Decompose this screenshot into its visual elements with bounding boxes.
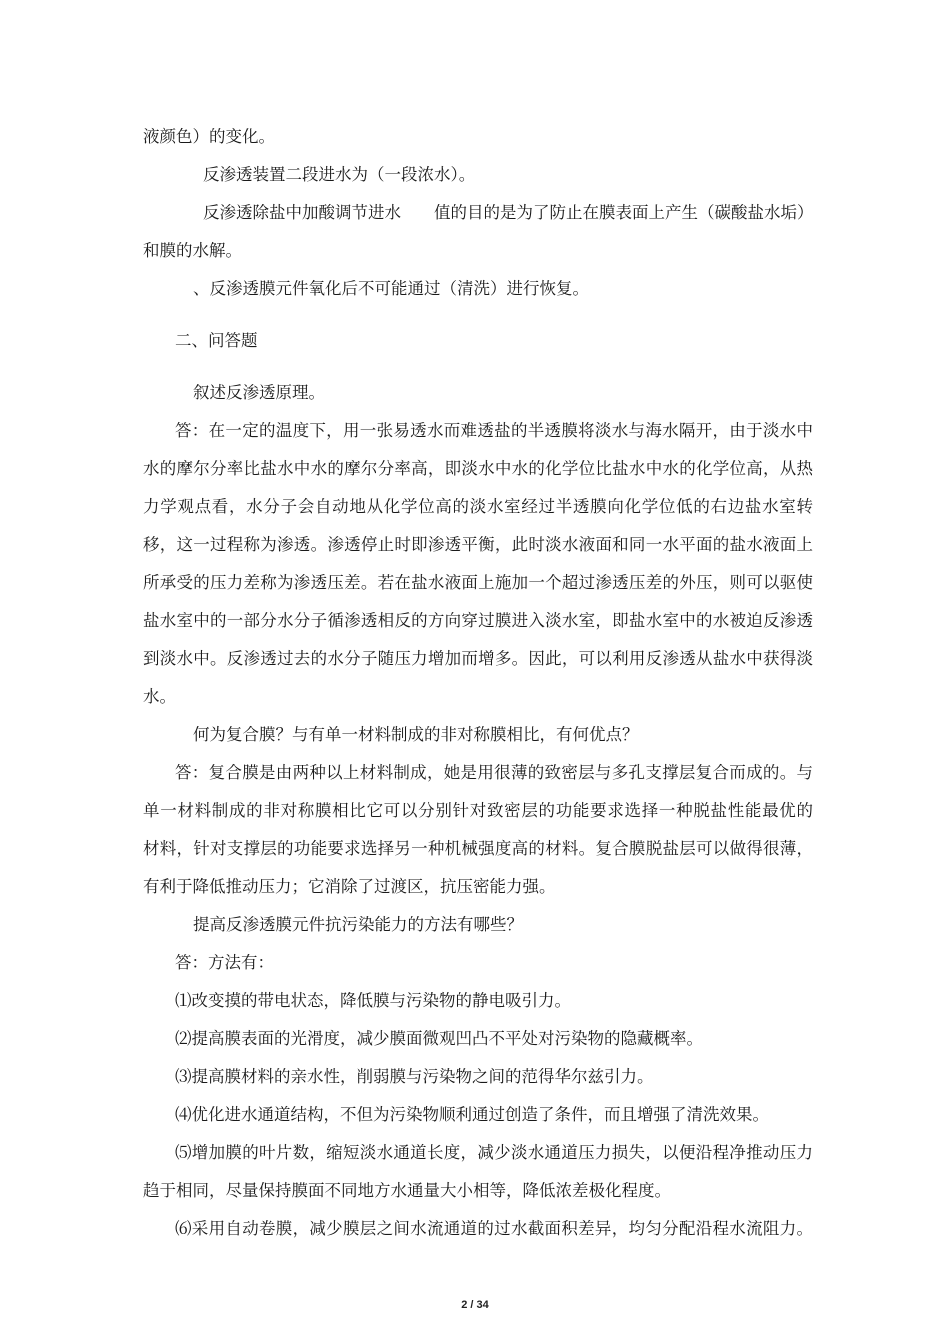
paragraph-line: 单一材料制成的非对称膜相比它可以分别针对致密层的功能要求选择一种脱盐性能最优的 xyxy=(143,801,813,820)
list-item-continuation: 趋于相同，尽量保持膜面不同地方水通量大小相等，降低浓差极化程度。 xyxy=(143,1181,671,1200)
paragraph-line: 答：方法有： xyxy=(175,953,274,972)
question-line: 何为复合膜？与有单一材料制成的非对称膜相比，有何优点？ xyxy=(193,725,639,744)
question-line: 叙述反渗透原理。 xyxy=(193,383,325,402)
list-item: ⑸增加膜的叶片数，缩短淡水通道长度，减少淡水通道压力损失，以便沿程净推动压力 xyxy=(175,1143,813,1162)
paragraph-line: 答：在一定的温度下，用一张易透水而难透盐的半透膜将淡水与海水隔开，由于淡水中 xyxy=(175,421,813,440)
paragraph-line: 移，这一过程称为渗透。渗透停止时即渗透平衡，此时淡水液面和同一水平面的盐水液面上 xyxy=(143,535,813,554)
list-item: ⑷优化进水通道结构，不但为污染物顺利通过创造了条件，而且增强了清洗效果。 xyxy=(175,1105,769,1124)
paragraph-line: 材料，针对支撑层的功能要求选择另一种机械强度高的材料。复合膜脱盐层可以做得很薄， xyxy=(143,839,813,858)
paragraph-line: 到淡水中。反渗透过去的水分子随压力增加而增多。因此，可以利用反渗透从盐水中获得淡 xyxy=(143,649,813,668)
paragraph-line: 水的摩尔分率比盐水中水的摩尔分率高，即淡水中水的化学位比盐水中水的化学位高，从热 xyxy=(143,459,813,478)
paragraph-line: 水。 xyxy=(143,687,176,706)
paragraph-line: 答：复合膜是由两种以上材料制成，她是用很薄的致密层与多孔支撑层复合而成的。与 xyxy=(175,763,813,782)
list-item: ⑹采用自动卷膜，减少膜层之间水流通道的过水截面积差异，均匀分配沿程水流阻力。 xyxy=(175,1219,813,1238)
paragraph-line: 液颜色）的变化。 xyxy=(143,127,275,146)
paragraph-line: 盐水室中的一部分水分子循渗透相反的方向穿过膜进入淡水室，即盐水室中的水被迫反渗透 xyxy=(143,611,813,630)
page-number: 2 / 34 xyxy=(461,1299,489,1311)
paragraph-line: 有利于降低推动压力；它消除了过渡区，抗压密能力强。 xyxy=(143,877,556,896)
paragraph-line: 和膜的水解。 xyxy=(143,241,242,260)
question-line: 提高反渗透膜元件抗污染能力的方法有哪些？ xyxy=(193,915,523,934)
paragraph-line: 力学观点看，水分子会自动地从化学位高的淡水室经过半透膜向化学位低的右边盐水室转 xyxy=(143,497,813,516)
paragraph-line: 所承受的压力差称为渗透压差。若在盐水液面上施加一个超过渗透压差的外压，则可以驱使 xyxy=(143,573,813,592)
list-item: ⑵提高膜表面的光滑度，减少膜面微观凹凸不平处对污染物的隐藏概率。 xyxy=(175,1029,703,1048)
list-item: ⑴改变摸的带电状态，降低膜与污染物的静电吸引力。 xyxy=(175,991,571,1010)
list-item: ⑶提高膜材料的亲水性，削弱膜与污染物之间的范得华尔兹引力。 xyxy=(175,1067,654,1086)
paragraph-line: 、反渗透膜元件氧化后不可能通过（清洗）进行恢复。 xyxy=(193,279,589,298)
section-heading: 二、问答题 xyxy=(175,331,258,350)
paragraph-line: 反渗透装置二段进水为（一段浓水）。 xyxy=(203,165,476,184)
paragraph-line: 反渗透除盐中加酸调节进水 值的目的是为了防止在膜表面上产生（碳酸盐水垢） xyxy=(203,203,813,222)
